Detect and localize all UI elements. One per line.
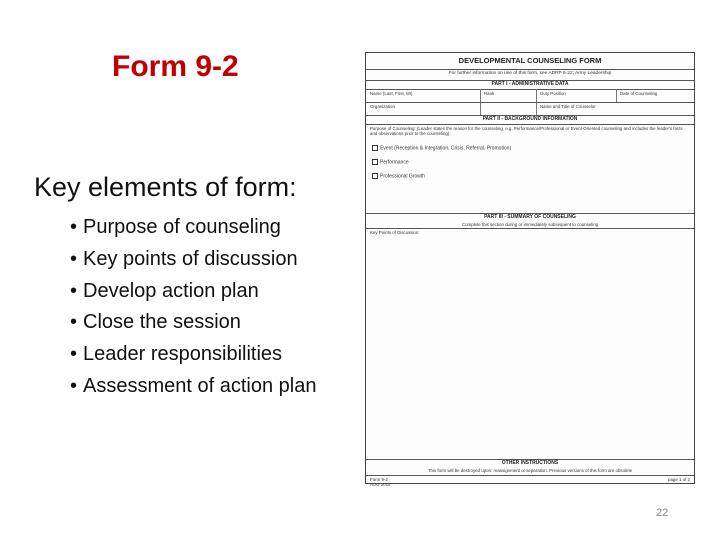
form-option-label: Professional Growth xyxy=(380,173,426,180)
form-counselor-field: Name and Title of Counselor xyxy=(540,104,596,109)
form-part2-heading: PART II - BACKGROUND INFORMATION xyxy=(482,116,578,122)
bullet-item: • Develop action plan xyxy=(70,276,316,308)
form-key-points-label: Key Points of Discussion: xyxy=(370,230,420,235)
checkbox-icon xyxy=(372,173,378,179)
form-divider xyxy=(366,475,694,476)
checkbox-icon xyxy=(372,159,378,165)
form-part3-heading: PART III - SUMMARY OF COUNSELING xyxy=(484,214,576,220)
form-page-of: page 1 of 2 xyxy=(668,477,690,482)
form-duty-field: Duty Position xyxy=(540,91,566,96)
bullet-item: • Purpose of counseling xyxy=(70,212,316,244)
checkbox-icon xyxy=(372,145,378,151)
form-subtitle: For further information on use of this form, see ADRP 6-22; Army Leadership xyxy=(448,71,612,76)
form-id-date: AUG 2015 xyxy=(370,482,391,487)
slide-title: Form 9-2 xyxy=(112,50,239,83)
form-part3-note: Complete this section during or immediately subsequent to counseling xyxy=(461,222,599,227)
form-rank-field: Rank xyxy=(484,91,495,96)
form-option-label: Event (Reception & Integration, Crisis, Referral, Promotion) xyxy=(380,145,512,152)
form-date-field: Date of Counseling xyxy=(620,91,658,96)
form-option-label: Performance xyxy=(380,159,409,166)
bullet-item: • Assessment of action plan xyxy=(70,371,316,403)
form-divider xyxy=(366,89,694,90)
bullet-item: • Close the session xyxy=(70,307,316,339)
form-option-event xyxy=(372,145,511,152)
form-option-performance xyxy=(372,159,409,166)
slide-number: 22 xyxy=(656,507,669,519)
form-divider xyxy=(366,124,694,125)
key-elements-list xyxy=(70,212,316,403)
bullet-item: • Key points of discussion xyxy=(70,244,316,276)
form-name-field: Name (Last, First, MI) xyxy=(370,91,413,96)
form-divider xyxy=(366,102,694,103)
form-other-heading: OTHER INSTRUCTIONS xyxy=(501,460,559,466)
form-org-field: Organization xyxy=(370,104,395,109)
form-option-professional xyxy=(372,173,425,180)
form-title: DEVELOPMENTAL COUNSELING FORM xyxy=(458,56,602,65)
form-divider xyxy=(366,228,694,229)
form-divider xyxy=(616,89,617,102)
form-divider xyxy=(366,69,694,70)
counseling-form-image xyxy=(365,52,695,487)
form-part1-heading: PART I - ADMINISTRATIVE DATA xyxy=(491,81,569,87)
form-id: Form 9-2 xyxy=(370,477,388,482)
form-purpose-text: Purpose of Counseling: (Leader states the reason for the counseling, e.g. Performance/Professional or Event-Oriented counseling and includes the leader's facts and observations prior to the counseling): xyxy=(370,126,683,137)
key-elements-heading: Key elements of form: xyxy=(34,172,297,202)
bullet-item: • Leader responsibilities xyxy=(70,339,316,371)
form-other-note: This form will be destroyed upon: reassignment or separation. Previous versions of this form are obsolete xyxy=(427,468,633,473)
